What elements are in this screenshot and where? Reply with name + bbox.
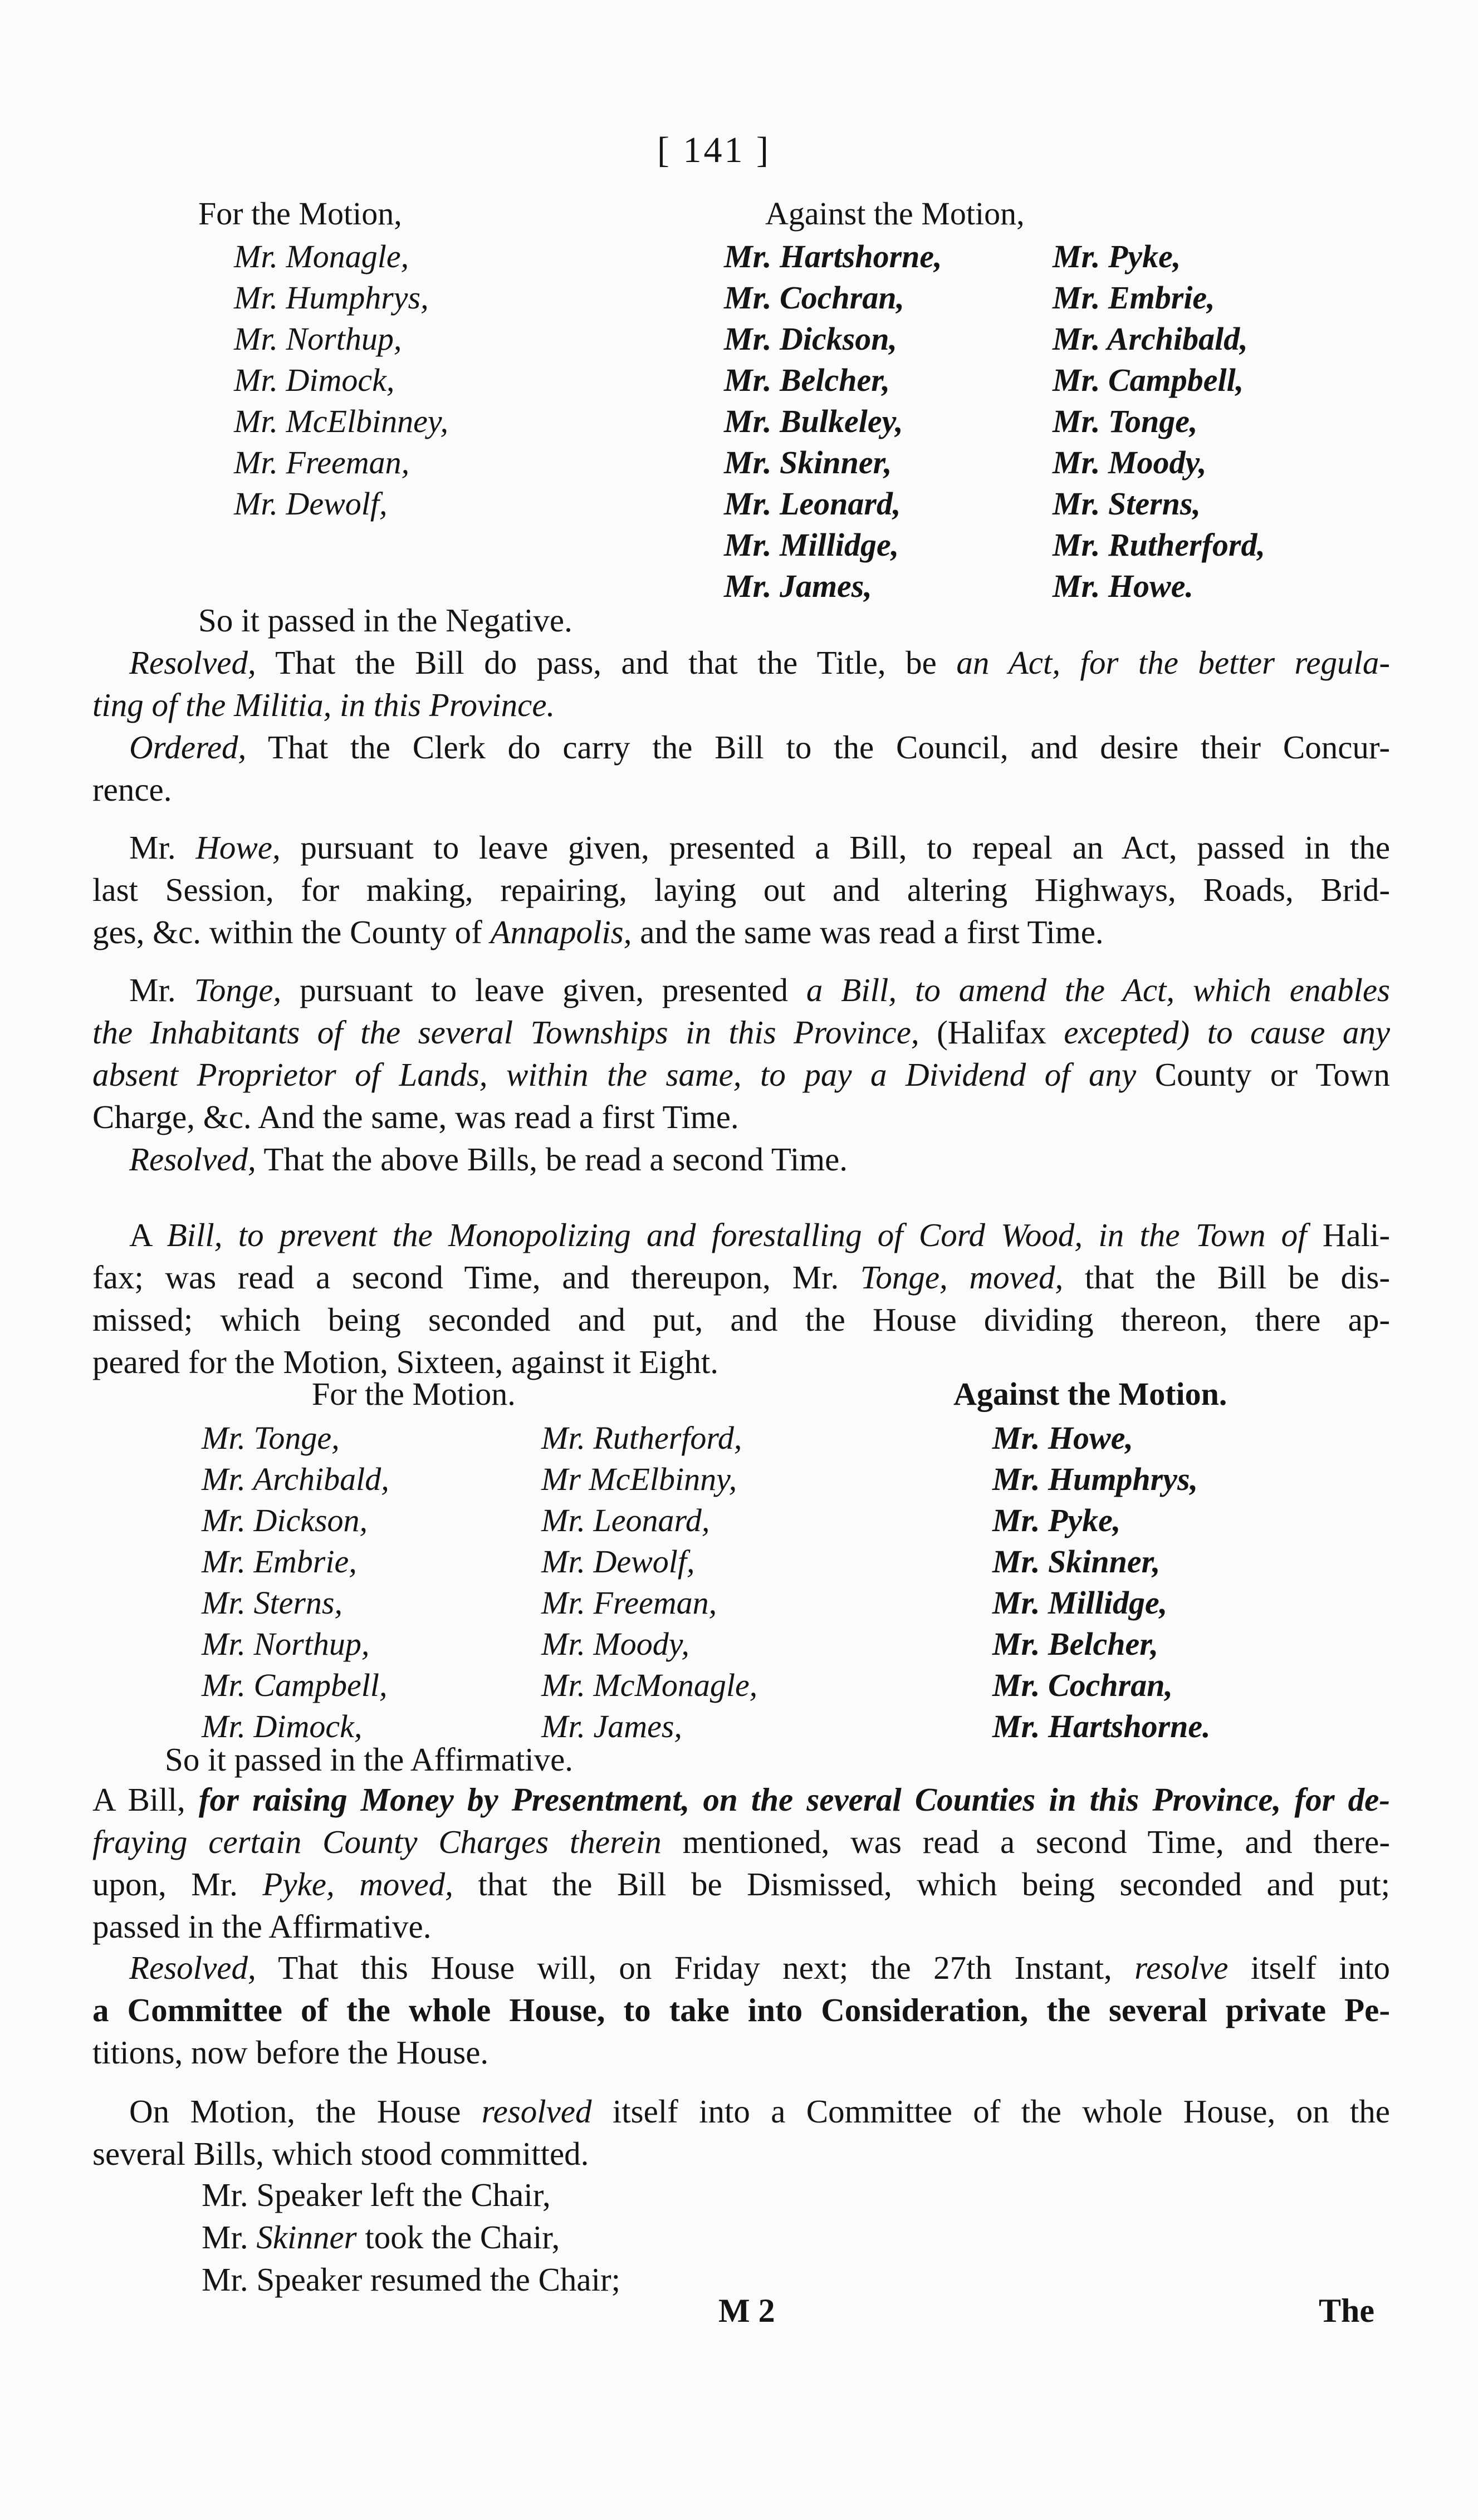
name-entry: Mr. Millidge,	[724, 527, 899, 563]
text-run: That the Bill do pass, and that the Title, be	[275, 644, 937, 681]
text-run: an Act, for the better regula-	[956, 644, 1390, 681]
text-run: That this House will, on Friday next; the 27th Instant,	[278, 1949, 1112, 1986]
text-run: Bill, to prevent the Monopolizing and forestalling of Cord Wood, in the Town of	[167, 1217, 1307, 1253]
text-run: absent Proprietor of Lands, within the same, to pay a Dividend of any	[92, 1056, 1137, 1093]
name-entry: Mr. Howe,	[992, 1420, 1133, 1456]
name-entry: Mr. Tonge,	[1053, 403, 1198, 439]
text-run: upon, Mr.	[92, 1866, 238, 1903]
name-entry: Mr. James,	[724, 568, 872, 604]
text-run: On Motion, the House	[129, 2093, 461, 2130]
text-run: Pyke, moved,	[262, 1866, 453, 1903]
name-entry: Mr. Hartshorne,	[724, 238, 942, 274]
name-entry: Mr McElbinny,	[541, 1461, 737, 1497]
text-run: pursuant to leave given, presented a Bill, to repeal an Act, passed in the	[300, 829, 1391, 866]
resolved-committee-paragraph	[92, 1947, 1390, 2073]
text-run: rence.	[92, 771, 172, 808]
name-entry: Mr. Leonard,	[541, 1502, 710, 1538]
name-entry: Mr. Belcher,	[992, 1626, 1159, 1662]
tonge-bill-paragraph	[92, 969, 1390, 1138]
text-run: a Bill, to amend the Act, which enables	[806, 972, 1391, 1008]
name-entry: Mr. Freeman,	[234, 444, 410, 481]
text-run: missed; which being seconded and put, and the House dividing thereon, there ap-	[92, 1301, 1390, 1338]
division1-for-list	[234, 236, 448, 524]
name-entry: Mr. Pyke,	[1053, 238, 1181, 274]
text-run: Tonge, moved,	[860, 1259, 1064, 1296]
text-run: ting of the Militia, in this Province.	[92, 687, 555, 723]
name-entry: Mr. Rutherford,	[541, 1420, 742, 1456]
text-run: ges, &c. within the County of	[92, 914, 482, 950]
presentment-bill-paragraph	[92, 1778, 1390, 1948]
text-run: A	[129, 1217, 151, 1253]
text-run: fax; was read a second Time, and thereupon, Mr.	[92, 1259, 839, 1296]
name-entry: Mr. Dewolf,	[234, 486, 388, 522]
division2-against-list	[992, 1418, 1211, 1747]
division2-for-header: For the Motion.	[312, 1376, 516, 1412]
name-entry: Mr. Embrie,	[1053, 280, 1215, 316]
name-entry: Mr. Dickson,	[724, 321, 898, 357]
howe-bill-paragraph	[92, 826, 1390, 953]
name-entry: Mr. Skinner,	[992, 1543, 1161, 1580]
name-entry: Mr. Dewolf,	[541, 1543, 695, 1580]
ordered-paragraph	[92, 726, 1390, 811]
text-run: excepted)	[1064, 1014, 1190, 1051]
name-entry: Mr. James,	[541, 1708, 682, 1744]
name-entry: Mr. Skinner,	[724, 444, 892, 481]
text-run: for raising Money by Presentment, on the several Counties in this Province, for de-	[198, 1781, 1390, 1818]
page-number: [ 141 ]	[657, 130, 771, 170]
text-run: resolved	[481, 2093, 592, 2130]
name-entry: Mr. Humphrys,	[992, 1461, 1198, 1497]
name-entry: Mr. Embrie,	[202, 1543, 357, 1580]
name-entry: Mr. Northup,	[202, 1626, 370, 1662]
text-run: peared for the Motion, Sixteen, against it Eight.	[92, 1344, 719, 1380]
division1-against-header: Against the Motion,	[765, 195, 1025, 232]
text-run: That the above Bills, be read a second Time.	[263, 1141, 848, 1178]
text-run: (Halifax	[937, 1014, 1046, 1051]
name-entry: Mr. Sterns,	[1053, 486, 1201, 522]
name-entry: Mr. Monagle,	[234, 238, 409, 274]
name-entry: Mr. Pyke,	[992, 1502, 1121, 1538]
name-entry: Mr. Dimock,	[234, 362, 395, 398]
resolved-title-paragraph	[92, 641, 1390, 726]
ordered-lead: Ordered,	[129, 729, 247, 766]
name-entry: Mr. Moody,	[541, 1626, 689, 1662]
signature-mark: M 2	[718, 2292, 775, 2329]
name-entry: Mr. Humphrys,	[234, 280, 429, 316]
text-run: Annapolis,	[490, 914, 632, 950]
text-run: Mr.	[202, 2219, 248, 2256]
name-entry: Mr. Archibald,	[202, 1461, 389, 1497]
text-run: last Session, for making, repairing, laying out and altering Highways, Roads, Brid-	[92, 871, 1390, 908]
text-run: itself into a Committee of the whole House, on the	[612, 2093, 1390, 2130]
text-run: Tonge,	[194, 972, 282, 1008]
text-run: to cause any	[1207, 1014, 1391, 1051]
text-run: Mr. Speaker resumed the Chair;	[202, 2261, 621, 2298]
division1-against-list-1	[724, 236, 942, 607]
resolved-lead: Resolved,	[129, 1141, 256, 1178]
text-run: Skinner	[256, 2219, 357, 2256]
chair-block	[202, 2174, 620, 2301]
name-entry: Mr. Campbell,	[1053, 362, 1244, 398]
text-run: took the Chair,	[365, 2219, 560, 2256]
resolved-lead: Resolved,	[129, 644, 256, 681]
text-run: Mr.	[129, 829, 176, 866]
catchword: The	[1319, 2292, 1375, 2329]
resolved-second-paragraph	[92, 1138, 1390, 1180]
division2-against-header: Against the Motion.	[953, 1376, 1227, 1412]
text-run: titions, now before the House.	[92, 2034, 489, 2071]
text-run: County or Town	[1154, 1056, 1390, 1093]
motion-committee-paragraph	[92, 2090, 1390, 2175]
name-entry: Mr. McMonagle,	[541, 1667, 758, 1703]
text-run: A Bill,	[92, 1781, 185, 1818]
name-entry: Mr. Tonge,	[202, 1420, 340, 1456]
division1-against-list-2	[1053, 236, 1265, 607]
name-entry: Mr. Leonard,	[724, 486, 901, 522]
text-run: a Committee of the whole House, to take into Consideration, the several private Pe-	[92, 1992, 1390, 2028]
text-run: that the Bill be dis-	[1084, 1259, 1390, 1296]
cordwood-bill-paragraph	[92, 1214, 1390, 1383]
text-run: and the same was read a first Time.	[640, 914, 1104, 950]
name-entry: Mr. Cochran,	[992, 1667, 1173, 1703]
text-run: itself into	[1250, 1949, 1391, 1986]
text-run: several Bills, which stood committed.	[92, 2135, 589, 2172]
name-entry: Mr. Northup,	[234, 321, 402, 357]
text-run: mentioned, was read a second Time, and there-	[682, 1823, 1390, 1860]
text-run: Mr.	[129, 972, 176, 1008]
name-entry: Mr. Millidge,	[992, 1585, 1168, 1621]
division2-for-list-2	[541, 1418, 757, 1747]
text-run: Hali-	[1322, 1217, 1391, 1253]
name-entry: Mr. Dickson,	[202, 1502, 368, 1538]
name-entry: Mr. McElbinney,	[234, 403, 448, 439]
text-run: Howe,	[195, 829, 281, 866]
text-run: Charge, &c. And the same, was read a first Time.	[92, 1099, 739, 1135]
name-entry: Mr. Belcher,	[724, 362, 890, 398]
text-run: resolve	[1134, 1949, 1229, 1986]
resolved-lead: Resolved,	[129, 1949, 256, 1986]
name-entry: Mr. Sterns,	[202, 1585, 342, 1621]
text-run: the Inhabitants of the several Townships in this Province,	[92, 1014, 919, 1051]
name-entry: Mr. Archibald,	[1053, 321, 1248, 357]
name-entry: Mr. Campbell,	[202, 1667, 388, 1703]
division1-result: So it passed in the Negative.	[198, 602, 572, 639]
name-entry: Mr. Bulkeley,	[724, 403, 903, 439]
division2-result: So it passed in the Affirmative.	[165, 1741, 574, 1778]
name-entry: Mr. Dimock,	[202, 1708, 363, 1744]
text-run: That the Clerk do carry the Bill to the Council, and desire their Concur-	[268, 729, 1391, 766]
text-run: Mr. Speaker left the Chair,	[202, 2176, 551, 2213]
name-entry: Mr. Hartshorne.	[992, 1708, 1211, 1744]
text-run: that the Bill be Dismissed, which being seconded and put;	[478, 1866, 1390, 1903]
division2-for-list-1	[202, 1418, 389, 1747]
text-run: pursuant to leave given, presented	[300, 972, 788, 1008]
name-entry: Mr. Howe.	[1053, 568, 1193, 604]
text-run: passed in the Affirmative.	[92, 1908, 432, 1945]
name-entry: Mr. Rutherford,	[1053, 527, 1265, 563]
name-entry: Mr. Freeman,	[541, 1585, 717, 1621]
name-entry: Mr. Cochran,	[724, 280, 904, 316]
name-entry: Mr. Moody,	[1053, 444, 1207, 481]
division1-for-header: For the Motion,	[198, 195, 402, 232]
text-run: fraying certain County Charges therein	[92, 1823, 662, 1860]
